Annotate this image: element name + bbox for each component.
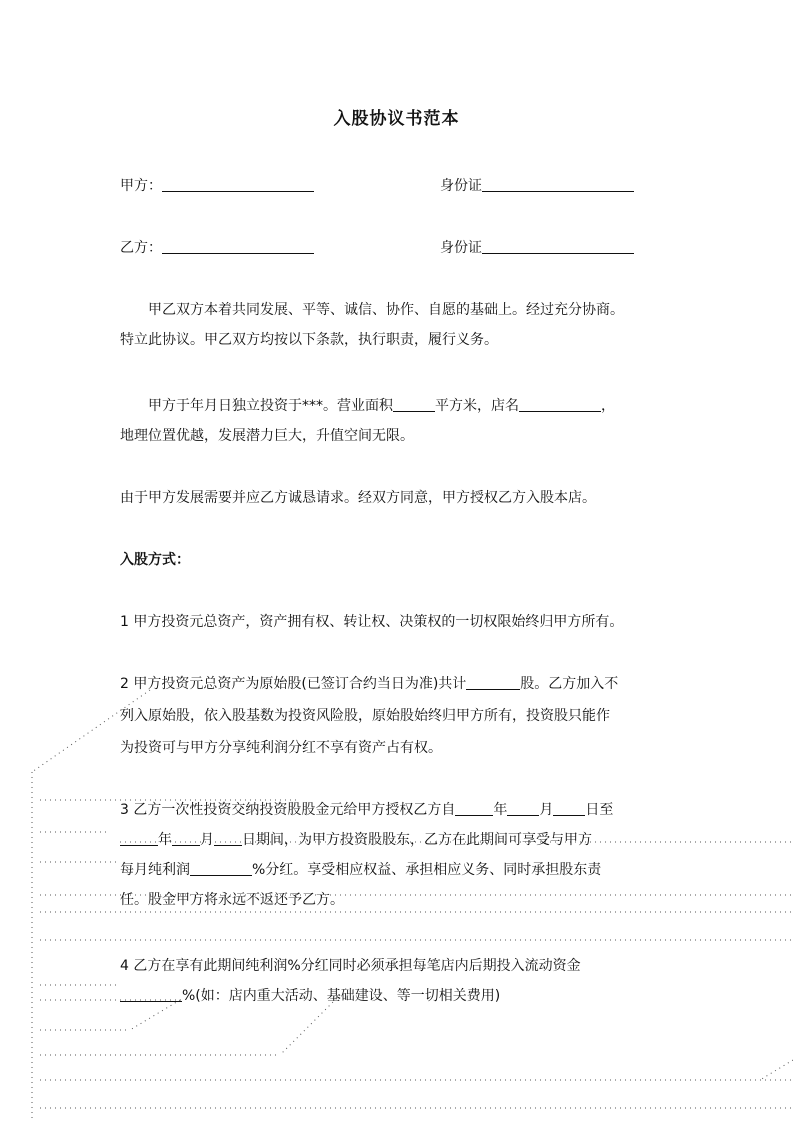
clause-3-line-2	[120, 830, 592, 850]
investment-line-2: 地理位置优越，发展潜力巨大，升值空间无限。	[120, 428, 414, 444]
party-b-row	[120, 238, 314, 258]
clause-3-end-year-label: 年	[158, 832, 172, 848]
investment-text-b: 平方米，店名	[435, 398, 519, 414]
clause-3-line-3	[120, 860, 601, 880]
clause-3-line-4: 任。股金甲方将永远不返还予乙方。	[120, 892, 344, 908]
party-a-id-blank[interactable]	[482, 177, 634, 192]
clause-3-end-month-label: 月	[200, 832, 214, 848]
party-b-id-row	[440, 238, 634, 258]
shop-name-blank[interactable]	[519, 397, 601, 412]
clause-3-line-1	[120, 800, 613, 820]
clause-2-line-3: 为投资可与甲方分享纯利润分红不享有资产占有权。	[120, 740, 442, 756]
preamble-line-1: 甲乙双方本着共同发展、平等、诚信、协作、自愿的基础上。经过充分协商。	[148, 302, 624, 318]
clause-4-line-2	[120, 986, 500, 1006]
end-month-blank[interactable]	[172, 831, 200, 846]
start-day-blank[interactable]	[553, 801, 585, 816]
clause-3-text-d: %分红。享受相应权益、承担相应义务、同时承担股东责	[252, 862, 602, 878]
end-day-blank[interactable]	[214, 831, 242, 846]
preamble-line-2: 特立此协议。甲乙双方均按以下条款，执行职责，履行义务。	[120, 332, 498, 348]
method-heading: 入股方式：	[120, 552, 190, 568]
party-b-id-label: 身份证	[440, 240, 482, 256]
area-blank[interactable]	[393, 397, 435, 412]
clause-4-line-1: 4 乙方在享有此期间纯利润%分红同时必须承担每笔店内后期投入流动资金	[120, 958, 581, 974]
clause-2-line-2: 列入原始股，依入股基数为投资风险股，原始股始终归甲方所有，投资股只能作	[120, 708, 610, 724]
start-month-blank[interactable]	[507, 801, 539, 816]
party-a-label: 甲方：	[120, 178, 162, 194]
end-year-blank[interactable]	[120, 831, 158, 846]
clause-3-year-label: 年	[493, 802, 508, 818]
start-year-blank[interactable]	[455, 801, 493, 816]
party-a-row	[120, 176, 314, 196]
party-b-name-blank[interactable]	[162, 239, 314, 254]
party-a-id-label: 身份证	[440, 178, 482, 194]
investment-text-a: 甲方于年月日独立投资于***。营业面积	[148, 398, 393, 414]
profit-percent-blank[interactable]	[190, 861, 252, 876]
clause-2-text-b: 股。乙方加入不	[520, 676, 619, 692]
clause-3-text-a: 3 乙方一次性投资交纳投资股股金元给甲方授权乙方自	[120, 802, 456, 818]
clause-3-month-label: 月	[539, 802, 554, 818]
clause-3-text-c: 每月纯利润	[120, 862, 190, 878]
party-b-label: 乙方：	[120, 240, 162, 256]
clause-2-line-1	[120, 674, 618, 694]
party-a-name-blank[interactable]	[162, 177, 314, 192]
clause-3-day-label: 日至	[585, 802, 614, 818]
capital-percent-blank[interactable]	[120, 987, 182, 1002]
clause-2-text-a: 2 甲方投资元总资产为原始股(已签订合约当日为准)共计	[120, 676, 467, 692]
investment-line-1	[120, 396, 615, 416]
clause-3-text-b: 日期间，为甲方投资股股东，乙方在此期间可享受与甲方	[242, 832, 592, 848]
party-b-id-blank[interactable]	[482, 239, 634, 254]
shares-blank[interactable]	[466, 675, 520, 690]
investment-text-c: ，	[601, 398, 615, 414]
clause-4-text-b: %(如：店内重大活动、基础建设、等一切相关费用)	[182, 988, 501, 1004]
reason-text: 由于甲方发展需要并应乙方诚恳请求。经双方同意，甲方授权乙方入股本店。	[120, 490, 596, 506]
document-title: 入股协议书范本	[333, 109, 460, 129]
party-a-id-row	[440, 176, 634, 196]
clause-1: 1 甲方投资元总资产，资产拥有权、转让权、决策权的一切权限始终归甲方所有。	[120, 614, 624, 630]
